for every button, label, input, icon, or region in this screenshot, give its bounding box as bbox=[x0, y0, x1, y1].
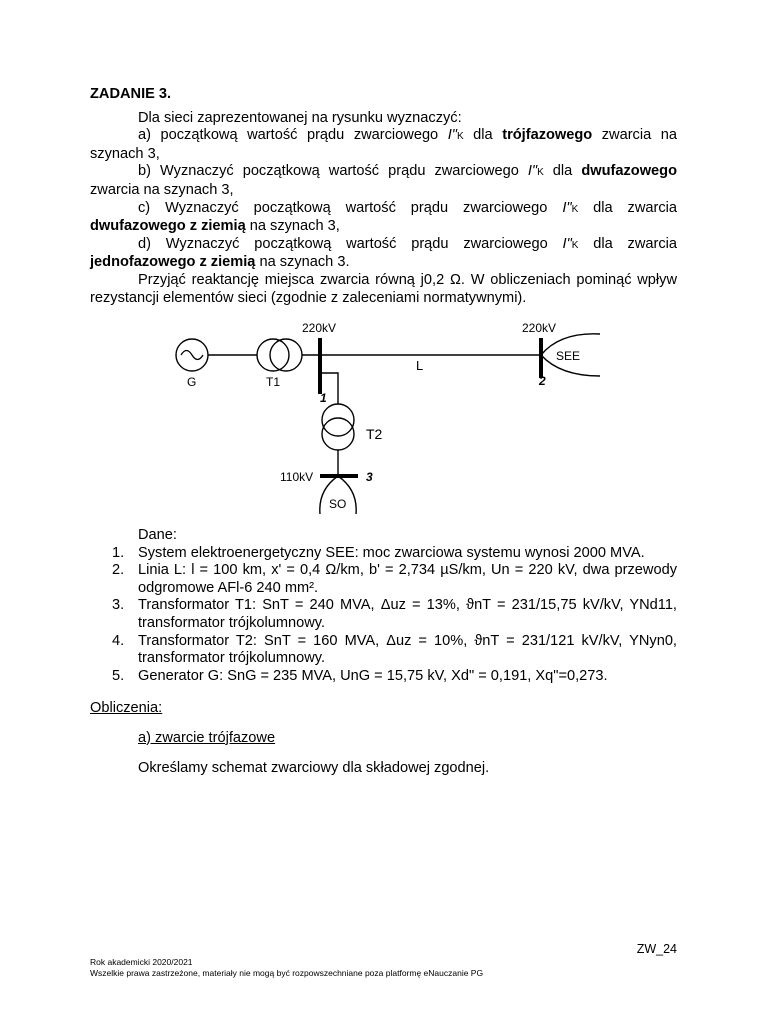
calc-line: Określamy schemat zwarciowy dla składowej zgodnej. bbox=[138, 760, 490, 777]
label-so: SO bbox=[329, 497, 347, 511]
task-assumption: Przyjąć reaktancję miejsca zwarcia równą j0,2 Ω. W obliczeniach pominąć wpływ rezystancji elementów sieci (zgodnie z zaleceniami normatywnymi). bbox=[90, 271, 677, 306]
t2-winding-b bbox=[322, 418, 354, 450]
label-bus3-num: 3 bbox=[366, 470, 373, 484]
label-see: SEE bbox=[556, 349, 581, 363]
label-line: L bbox=[416, 358, 424, 373]
network-schematic bbox=[160, 318, 620, 518]
list-item: 4. Transformator T2: SnT = 160 MVA, Δuz = 10%, ϑnT = 231/121 kV/kV, YNyn0, transformator trójkolumnowy. bbox=[112, 632, 677, 667]
label-t1: T1 bbox=[266, 375, 281, 389]
network-diagram bbox=[160, 318, 620, 518]
footer-rights: Wszelkie prawa zastrzeżone, materiały nie mogą być rozpowszechniane poza platformę eNauczanie PG bbox=[90, 967, 484, 978]
list-item: 1. System elektroenergetyczny SEE: moc zwarciowa systemu wynosi 2000 MVA. bbox=[112, 544, 645, 561]
task-block bbox=[90, 86, 677, 307]
label-bus2-num: 2 bbox=[539, 374, 546, 388]
page-number: ZW_24 bbox=[636, 942, 677, 956]
footer-year: Rok akademicki 2020/2021 bbox=[90, 957, 193, 967]
footer bbox=[90, 957, 483, 978]
given-heading: Dane: bbox=[138, 527, 177, 543]
task-title: ZADANIE 3. bbox=[90, 86, 172, 102]
current-symbol: I" bbox=[447, 127, 457, 144]
task-intro: Dla sieci zaprezentowanej na rysunku wyznaczyć: bbox=[138, 109, 462, 126]
given-data bbox=[90, 527, 677, 685]
task-item-c: c) Wyznaczyć początkową wartość prądu zwarciowego I"K dla zwarcia dwufazowego z ziemią na szynach 3, bbox=[90, 199, 677, 235]
label-generator: G bbox=[187, 375, 197, 389]
calc-heading: Obliczenia: bbox=[90, 700, 163, 716]
task-item-d: d) Wyznaczyć początkową wartość prądu zwarciowego I"K dla zwarcia jednofazowego z ziemią na szynach 3. bbox=[90, 235, 677, 271]
list-item: 2. Linia L: l = 100 km, x' = 0,4 Ω/km, b' = 2,734 µS/km, Un = 220 kV, dwa przewody odgromowe AFl-6 240 mm². bbox=[112, 562, 677, 596]
label-bus2-voltage: 220kV bbox=[522, 321, 557, 335]
label-bus1-voltage: 220kV bbox=[302, 321, 337, 335]
list-item: 5. Generator G: SnG = 235 MVA, UnG = 15,75 kV, Xd" = 0,191, Xq"=0,273. bbox=[112, 667, 608, 684]
task-item-b: b) Wyznaczyć początkową wartość prądu zwarciowego I"K dla dwufazowego zwarcia na szynach 3, bbox=[90, 163, 677, 198]
label-bus3-voltage: 110kV bbox=[280, 470, 314, 484]
label-bus1-num: 1 bbox=[320, 391, 327, 405]
label-t2: T2 bbox=[366, 426, 383, 442]
generator-sine bbox=[181, 351, 203, 360]
calc-subheading: a) zwarcie trójfazowe bbox=[138, 729, 276, 746]
list-item: 3. Transformator T1: SnT = 240 MVA, Δuz = 13%, ϑnT = 231/15,75 kV/kV, YNd11, transformator trójkolumnowy. bbox=[112, 597, 677, 631]
task-item-a: a) początkową wartość prądu zwarciowego I"K dla trójfazowego zwarcia na szynach 3, bbox=[90, 127, 677, 162]
calculations bbox=[90, 700, 677, 778]
given-list bbox=[90, 545, 677, 686]
t1-winding-a bbox=[257, 339, 289, 371]
t1-winding-b bbox=[270, 339, 302, 371]
t2-winding-a bbox=[322, 404, 354, 436]
